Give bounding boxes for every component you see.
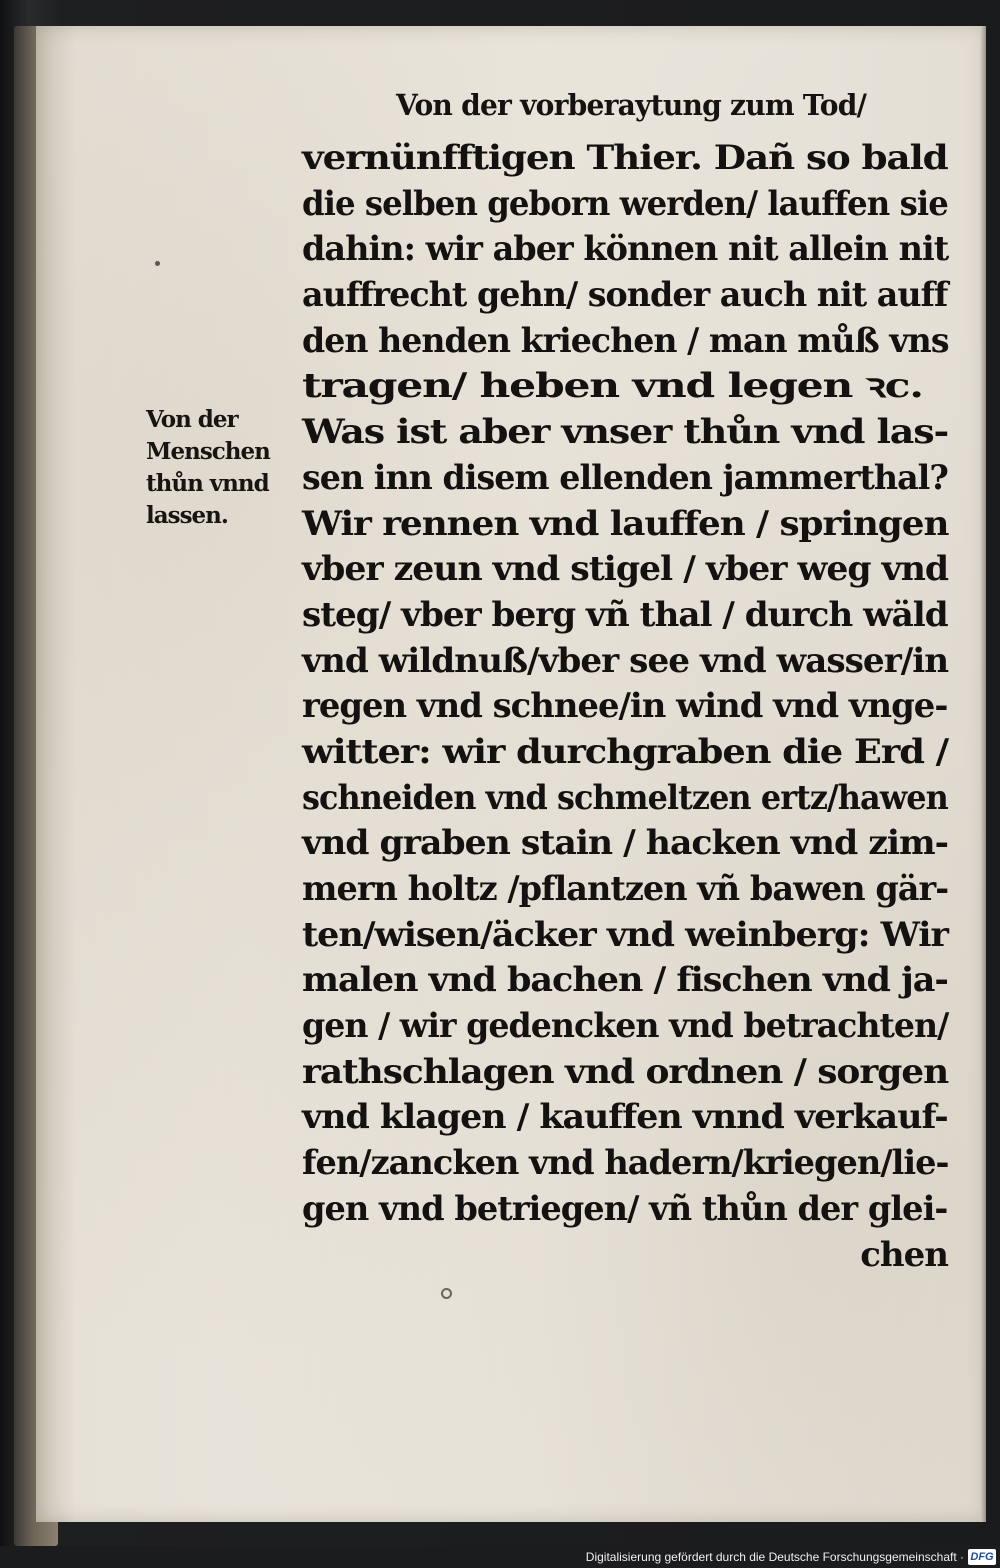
text-line: auffrecht gehn/ sonder auch nit auff [302, 275, 948, 316]
marginal-note-line: Menschen [146, 438, 270, 465]
funding-credit: Digitalisierung gefördert durch die Deutsche Forschungsgemeinschaft · [585, 1550, 964, 1564]
text-line: steg/ vber berg vñ thal / durch wäld [302, 594, 948, 635]
marginal-note-line: lassen. [146, 502, 228, 529]
text-line: vernünfftigen Thier. Dañ so bald [302, 138, 948, 178]
marginal-note-line: thůn vnnd [146, 470, 269, 497]
text-line: den henden kriechen / man můß vns [302, 320, 949, 361]
text-line: fen/zancken vnd hadern/kriegen/lie- [302, 1143, 949, 1184]
text-line: witter: wir durchgraben die Erd / [302, 731, 949, 772]
text-line: dahin: wir aber können nit allein nit [302, 229, 949, 270]
text-line: regen vnd schnee/in wind vnd vnge- [302, 686, 948, 727]
text-line: Wir rennen vnd lauffen / springen [302, 503, 949, 544]
text-line: sen inn disem ellenden jammerthal? [302, 457, 948, 498]
text-line: vnd wildnuß/vber see vnd wasser/in [302, 640, 949, 681]
text-line: ten/wisen/äcker vnd weinberg: Wir [302, 914, 948, 955]
text-line: gen / wir gedencken vnd betrachten/ [302, 1006, 949, 1047]
text-line: schneiden vnd schmeltzen ertz/hawen [302, 777, 948, 818]
text-line: mern holtz /pflantzen vñ bawen gär- [302, 869, 949, 909]
text-line: vnd klagen / kauffen vnnd verkauf- [302, 1097, 948, 1138]
text-line: tragen/ heben vnd legen ꝛc. [302, 366, 923, 407]
body-text [302, 136, 952, 1278]
text-line: vnd graben stain / hacken vnd zim- [302, 823, 949, 864]
marginal-note [146, 404, 296, 532]
running-head: Von der vorberaytung zum Tod/ [396, 88, 867, 122]
text-line: Was ist aber vnser thůn vnd las- [302, 412, 949, 453]
paper-blemish [441, 1288, 452, 1299]
catchword: chen [860, 1234, 948, 1275]
text-line: die selben geborn werden/ lauffen sie [302, 183, 948, 224]
footer-bar [0, 1546, 1000, 1568]
ink-speck [155, 261, 160, 266]
text-line: malen vnd bachen / fischen vnd ja- [302, 960, 948, 1001]
text-line: gen vnd betriegen/ vñ thůn der glei- [302, 1188, 948, 1229]
text-line: rathschlagen vnd ordnen / sorgen [302, 1051, 949, 1092]
text-line: vber zeun vnd stigel / vber weg vnd [302, 549, 949, 590]
marginal-note-line: Von der [146, 406, 238, 433]
dfg-logo[interactable]: DFG [968, 1549, 996, 1565]
